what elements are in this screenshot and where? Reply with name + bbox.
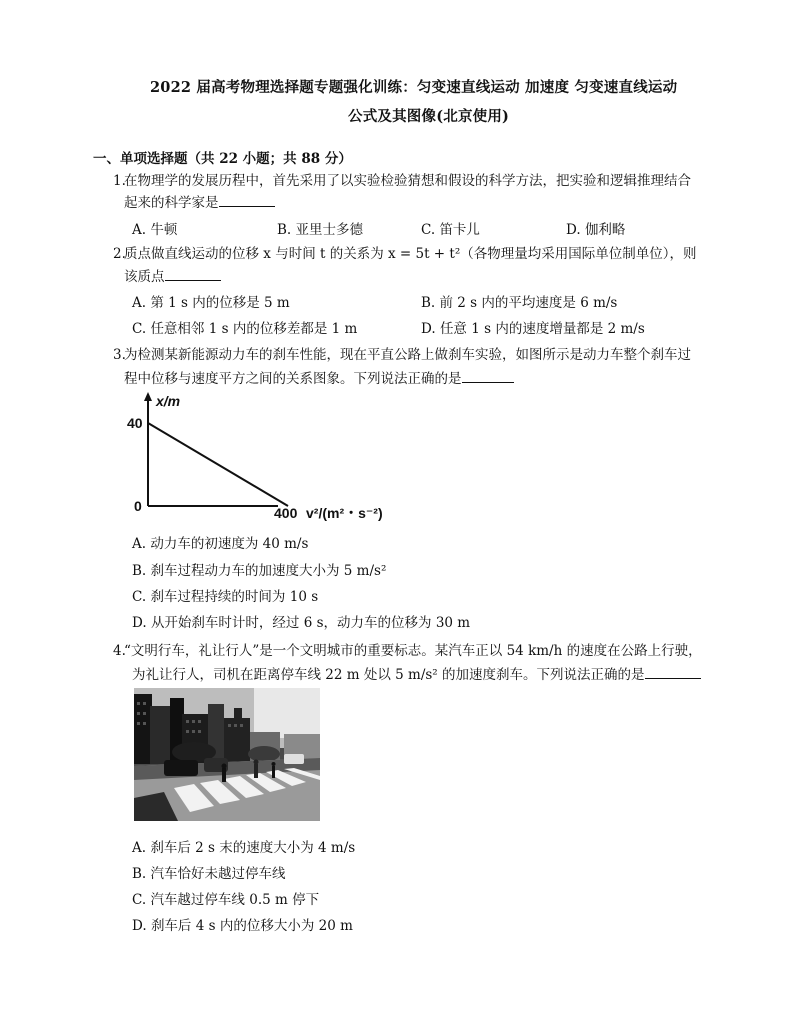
option-a (132, 836, 355, 856)
question-stem-line-2 (132, 664, 701, 685)
y-intercept-label: 40 (127, 415, 143, 431)
answer-blank (165, 266, 221, 281)
option-text: 笛卡儿 (439, 222, 480, 238)
option-c (132, 888, 319, 908)
option-c (132, 317, 357, 337)
option-label: B. (132, 563, 147, 579)
option-b (277, 218, 363, 238)
option-label: A. (132, 295, 147, 311)
option-text: 亚里士多德 (295, 222, 364, 238)
answer-blank (219, 192, 275, 207)
question-stem-line-1: 在物理学的发展历程中，首先采用了以实验检验猜想和假设的科学方法，把实验和逻辑推理结合 (124, 173, 691, 189)
question-stem-line-2 (124, 368, 514, 389)
option-label: A. (132, 222, 147, 238)
option-text: 刹车过程持续的时间为 10 s (150, 589, 319, 605)
question-stem-text: 起来的科学家是 (124, 195, 219, 211)
option-text: 从开始刹车时计时，经过 6 s，动力车的位移为 30 m (150, 615, 471, 631)
question-number: 4. (113, 643, 126, 659)
question-number: 2. (113, 246, 126, 262)
document-title-line-1: 2022 届高考物理选择题专题强化训练：匀变速直线运动 加速度 匀变速直线运动 (150, 79, 678, 96)
question-stem-line-1: 为检测某新能源动力车的刹车性能，现在平直公路上做刹车实验，如图所示是动力车整个刹车过 (124, 347, 691, 363)
answer-blank (645, 664, 701, 679)
option-text: 任意相邻 1 s 内的位移差都是 1 m (150, 321, 358, 337)
option-a (132, 291, 290, 311)
option-b (421, 291, 617, 311)
option-label: D. (132, 615, 147, 631)
option-b (132, 559, 386, 579)
option-b (132, 862, 286, 882)
option-text: 牛顿 (150, 222, 178, 238)
option-text: 前 2 s 内的平均速度是 6 m/s (439, 295, 618, 311)
option-label: B. (421, 295, 436, 311)
option-label: B. (277, 222, 292, 238)
option-a (132, 218, 177, 238)
street-crosswalk-photo (134, 688, 320, 821)
option-label: A. (132, 840, 147, 856)
question-number: 3. (113, 347, 126, 363)
displacement-velocity-graph (120, 388, 420, 530)
question-stem-text: 该质点 (124, 269, 165, 285)
option-c (421, 218, 480, 238)
question-stem-line-1: 质点做直线运动的位移 x 与时间 t 的关系为 x = 5t + t²（各物理量均采用国际单位制单位），则 (124, 246, 697, 262)
option-text: 第 1 s 内的位移是 5 m (150, 295, 290, 311)
graph-line (148, 423, 288, 506)
option-text: 汽车越过停车线 0.5 m 停下 (150, 892, 320, 908)
street-scene-illustration (134, 688, 320, 821)
option-d (132, 914, 353, 934)
document-title-line-2: 公式及其图像(北京使用) (348, 108, 510, 125)
option-label: D. (421, 321, 436, 337)
y-axis-arrow (144, 392, 152, 401)
option-label: B. (132, 866, 147, 882)
option-label: C. (132, 321, 147, 337)
question-stem-line-2 (124, 192, 275, 213)
option-label: C. (132, 589, 147, 605)
question-stem-line-1: “文明行车，礼让行人”是一个文明城市的重要标志。某汽车正以 54 km/h 的速度在公路上行驶， (124, 643, 702, 659)
option-label: D. (566, 222, 581, 238)
question-number: 1. (113, 173, 126, 189)
option-d (132, 611, 470, 631)
option-label: C. (421, 222, 436, 238)
question-stem-text: 为礼让行人，司机在距离停车线 22 m 处以 5 m/s² 的加速度刹车。下列说法正确的是 (132, 667, 645, 683)
x-intercept-label: 400 (274, 505, 298, 521)
y-axis-label: x/m (156, 393, 181, 409)
option-text: 刹车后 2 s 末的速度大小为 4 m/s (150, 840, 356, 856)
option-d (566, 218, 625, 238)
question-stem-text: 程中位移与速度平方之间的关系图象。下列说法正确的是 (124, 371, 462, 387)
section-heading: 一、单项选择题（共 22 小题；共 88 分） (93, 151, 352, 167)
option-label: A. (132, 536, 147, 552)
option-label: D. (132, 918, 147, 934)
option-text: 任意 1 s 内的速度增量都是 2 m/s (439, 321, 645, 337)
question-stem-line-2 (124, 266, 221, 287)
answer-blank (462, 368, 514, 383)
option-c (132, 585, 318, 605)
option-text: 动力车的初速度为 40 m/s (150, 536, 309, 552)
option-d (421, 317, 645, 337)
origin-label: 0 (134, 498, 142, 514)
x-axis-label: v²/(m²・s⁻²) (306, 505, 383, 521)
option-text: 刹车过程动力车的加速度大小为 5 m/s² (150, 563, 387, 579)
option-text: 刹车后 4 s 内的位移大小为 20 m (150, 918, 353, 934)
option-text: 伽利略 (584, 222, 626, 238)
option-label: C. (132, 892, 147, 908)
option-text: 汽车恰好未越过停车线 (150, 866, 286, 882)
option-a (132, 532, 308, 552)
